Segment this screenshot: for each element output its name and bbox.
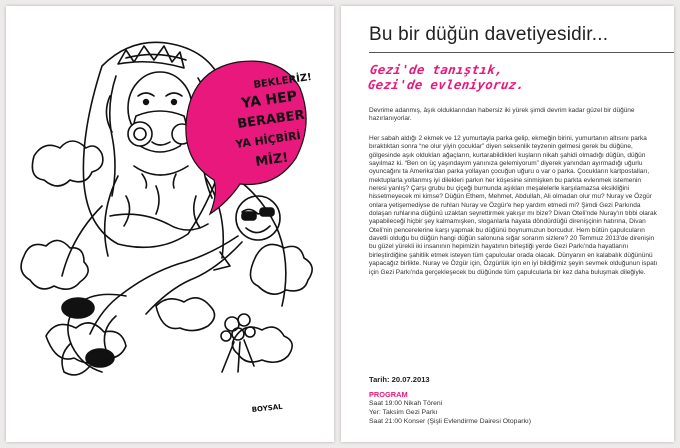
- bubble-line-3: BERABER: [236, 107, 306, 132]
- bubble-line-1: BEKLERİZ!: [252, 71, 313, 91]
- bubble-line-5: MİZ!: [254, 150, 290, 170]
- cartoon-page: [6, 6, 334, 442]
- slogan: [367, 62, 528, 92]
- invitation-title: Bu bir düğün davetiyesidir...: [369, 24, 609, 45]
- cloud-left: [32, 141, 103, 186]
- cloud-center: [156, 298, 215, 331]
- program-item-location: Yer: Taksim Gezi Parkı: [369, 409, 438, 416]
- body-paragraph: Her sabah aldığı 2 ekmek ve 12 yumurtayla parka gelip, ekmeğin birini, yumurtanın altısını parka bıraktıktan sonra “ne olur yiyin çocuklar” diyen seksenlik teyzenin gelmesi gerek bu düğüne, gölgesinde aşık oldukları ağaçların, kurtarabildikleri kuşların nikah şahidi olmadığı düğün, düğün sayılmaz ki. “Ben on üç yaşındayım yanınıza gelemiyorum” diyerek yanından ayırmadığı uğurlu oyuncağını ta Amerika'dan parka yollayan çocuğun uğuru o var o parka. Çocukların kartpostalları, mektuplarla yollanmış iyi dilekleri parkın her köşesine sinmişken bu parkta evlenmek istemenin neresi yanlış? Çarşı grubu bu çiçeği burnunda aşıkları meşalelerle karşılamazsa eksikliğini hissetmeyecek mi kimse? Düğün Ethem, Mehmet, Abdullah, Ali olmadan olur mu? Nuray ve Özgür onlara yetişemediyse de ruhları Nuray ve Özgür'e hep yardım etmedi mi? Şimdi Gezi Parkında dolaşan ruhlarına düğünü uzaktan seyrettirmek yakışır mı bize? Divan Oteli'nde Nuray'ın tıbbi olarak yapabileceği hiçbir şey kalmamışken, sloganlarla hayata döndürdüğü direnişçinin hatırına, Divan Oteli'nin pencerelerine karşı yapmak bu düğünü boynumuzun borcudur. Hem bütün çapulcuların davetli olduğu bu düğün hangi düğün salonuna sığar sorarım sizlere? 20 Temmuz 2013'de direnişin bu güzel yürekli iki insanının hepimizin hayatının birleştiği yerde Gezi Parkı'nda hayatlarını birleştirdiğine şahitlik etmek isteyen tüm çapulcular orada olacak. Dünyanın en kalabalık düğününü yapacağız birlikte. Nuray ve Özgür için, Özgürlük için en iyi bildiğimiz şeyin sevmek olduğunun ispatı için Gezi Parkı'nda gerçekleşecek bu düğünde tüm çapulcularla bir kez daha buluşmak dileğiyle.: [369, 135, 658, 276]
- slogan-line-1: Gezi'de tanıştık,: [369, 62, 505, 77]
- bouquet: [221, 314, 255, 372]
- bubble-line-2: YA HEP: [240, 88, 299, 112]
- slogan-line-2: Gezi'de evleniyoruz.: [366, 77, 526, 92]
- invitation-page: [341, 6, 674, 442]
- cloud-left-low: [21, 240, 88, 289]
- intro-paragraph: Devrime adanmış, âşık olduklarından habersiz iki yürek şimdi devrim kadar güzel bir düğüne hazırlanıyorlar.: [369, 107, 635, 123]
- wedding-cartoon-illustration: [6, 6, 334, 442]
- groom-shoe: [62, 298, 94, 318]
- bubble-line-4: YA HİÇBİRİ: [234, 128, 302, 151]
- program-item-concert: Saat 21:00 Konser (Şişli Evlendirme Dairesi Otoparkı): [369, 418, 532, 425]
- program-item-ceremony: Saat 19:00 Nikah Töreni: [369, 400, 443, 407]
- speech-bubble: [186, 61, 313, 214]
- bride-arm: [110, 214, 208, 230]
- program-heading: PROGRAM: [369, 390, 408, 399]
- date-line: Tarih: 20.07.2013: [369, 375, 430, 384]
- artist-signature: BOYSAL: [251, 402, 284, 414]
- cloud-right: [250, 244, 312, 294]
- title-divider: [369, 52, 674, 53]
- cloud-right-low: [232, 327, 292, 362]
